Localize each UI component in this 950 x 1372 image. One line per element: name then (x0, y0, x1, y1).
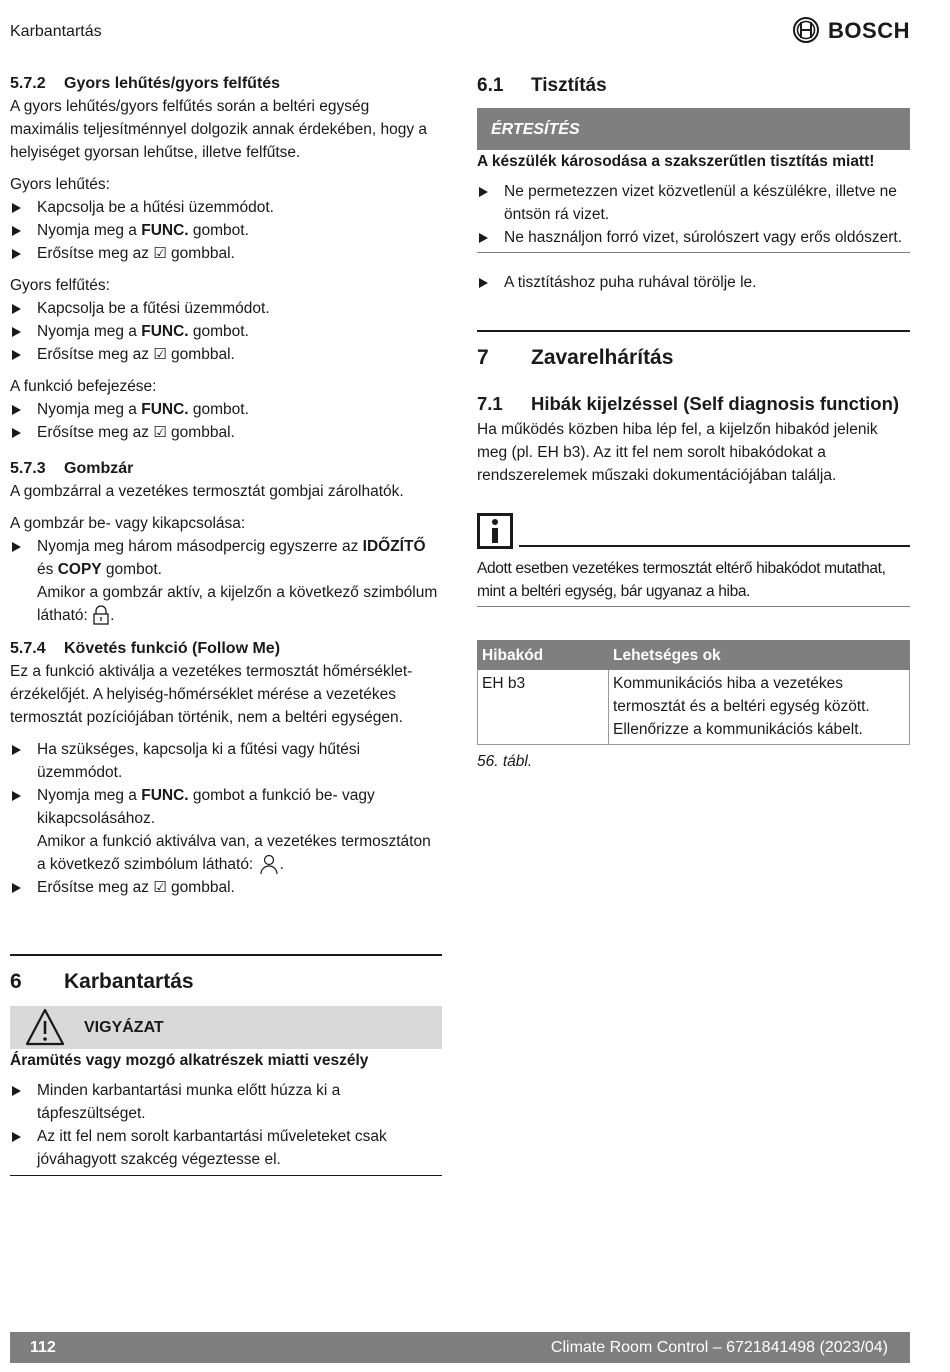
steps-list (10, 535, 442, 627)
warning-title: Áramütés vagy mozgó alkatrészek miatti veszély (10, 1052, 369, 1069)
checkbox-icon: ☑ (153, 878, 167, 896)
step-item: Nyomja meg a FUNC. gombot. (10, 320, 442, 343)
steps-list (477, 271, 910, 294)
divider (10, 1175, 442, 1176)
info-notice (477, 505, 910, 549)
section-heading-71: 7.1 Hibák kijelzéssel (Self diagnosis function) (477, 393, 900, 414)
steps-list (10, 196, 442, 265)
brand-wordmark: BOSCH (828, 17, 910, 43)
paragraph: A gyors lehűtés/gyors felfűtés során a beltéri egység maximális teljesítménnyel dolgozik annak érdekében, hogy a helyiséget gyorsan lehűtse, illetve felfűtse. (10, 98, 428, 161)
warning-label: VIGYÁZAT (84, 1019, 164, 1036)
checkbox-icon: ☑ (153, 423, 167, 441)
paragraph: A gombzár be- vagy kikapcsolása: (10, 515, 246, 532)
error-code-table (477, 640, 910, 745)
step-item: Nyomja meg a FUNC. gombot a funkció be- vagy kikapcsolásához. Amikor a funkció aktiválva van, a vezetékes termosztáton a következő szimbólum látható: . (10, 784, 442, 876)
step-item: Ne használjon forró vizet, súrolószert vagy erős oldószert. (477, 226, 910, 249)
column-header: Lehetséges ok (609, 641, 910, 670)
step-item: Kapcsolja be a hűtési üzemmódot. (10, 196, 442, 219)
table-caption: 56. tábl. (477, 753, 533, 770)
lock-icon (92, 605, 110, 625)
section-heading-574: 5.7.4 Követés funkció (Follow Me) (10, 640, 281, 657)
person-icon (258, 853, 280, 875)
document-reference: Climate Room Control – 6721841498 (2023/04) (550, 1339, 888, 1356)
column-header: Hibakód (478, 641, 609, 670)
section-heading-7: 7 Zavarelhárítás (477, 345, 674, 369)
steps-list (10, 1079, 442, 1171)
sub-label: A funkció befejezése: (10, 378, 157, 395)
table-row (478, 670, 910, 745)
warning-box (10, 1006, 442, 1049)
info-rule (519, 545, 910, 547)
page-footer (10, 1332, 910, 1363)
table-header-row (478, 641, 910, 670)
sub-label: Gyors lehűtés: (10, 176, 110, 193)
step-item: Erősítse meg az ☑ gombbal. (10, 421, 442, 444)
info-text: Adott esetben vezetékes termosztát eltérő hibakódot mutathat, mint a beltéri egység, bár ugyanaz a hiba. (477, 560, 886, 600)
step-item: A tisztításhoz puha ruhával törölje le. (477, 271, 910, 294)
checkbox-icon: ☑ (153, 244, 167, 262)
section-heading-6: 6 Karbantartás (10, 969, 194, 993)
running-header: Karbantartás (10, 23, 102, 40)
paragraph: Ha működés közben hiba lép fel, a kijelzőn hibakód jelenik meg (pl. EH b3). Az itt fel nem sorolt hibakódokat a rendszerelemek műszaki dokumentációjában találja. (477, 421, 878, 484)
step-item: Erősítse meg az ☑ gombbal. (10, 242, 442, 265)
table-cell: EH b3 (478, 670, 609, 745)
bosch-logo (792, 16, 910, 44)
step-item: Erősítse meg az ☑ gombbal. (10, 343, 442, 366)
page-number: 112 (30, 1339, 56, 1356)
right-column (477, 72, 910, 773)
step-item: Nyomja meg a FUNC. gombot. (10, 219, 442, 242)
bosch-armature-icon (792, 16, 820, 44)
steps-list (477, 180, 910, 249)
table-cell: Kommunikációs hiba a vezetékes termosztát és a beltéri egység között. Ellenőrizze a kommunikációs kábelt. (609, 670, 910, 745)
step-item: Kapcsolja be a fűtési üzemmódot. (10, 297, 442, 320)
step-item: Ne permetezzen vizet közvetlenül a készülékre, illetve ne öntsön rá vizet. (477, 180, 910, 226)
left-column (10, 72, 442, 899)
divider (477, 252, 910, 253)
info-icon (477, 513, 513, 549)
section-heading-573: 5.7.3 Gombzár (10, 460, 134, 477)
steps-list (10, 297, 442, 366)
notice-bar: ÉRTESÍTÉS (477, 108, 910, 150)
step-item: Erősítse meg az ☑ gombbal. (10, 876, 442, 899)
step-item: Minden karbantartási munka előtt húzza ki a tápfeszültséget. (10, 1079, 442, 1125)
section-heading-572: 5.7.2 Gyors lehűtés/gyors felfűtés (10, 75, 281, 92)
step-item: Nyomja meg három másodpercig egyszerre az IDŐZÍTŐ és COPY gombot. Amikor a gombzár aktív, a kijelzőn a következő szimbólum látható: . (10, 535, 442, 627)
sub-label: Gyors felfűtés: (10, 277, 110, 294)
checkbox-icon: ☑ (153, 345, 167, 363)
paragraph: A gombzárral a vezetékes termosztát gombjai zárolhatók. (10, 483, 404, 500)
paragraph: Ez a funkció aktiválja a vezetékes termosztát hőmérséklet-érzékelőjét. A helyiség-hőmérséklet mérése a vezetékes termosztát pozíciójában történik, nem a beltéri egységen. (10, 663, 413, 726)
notice-title: A készülék károsodása a szakszerűtlen tisztítás miatt! (477, 153, 875, 170)
section-heading-61: 6.1 Tisztítás (477, 75, 607, 96)
warning-triangle-icon (24, 1007, 66, 1047)
steps-list (10, 738, 442, 899)
step-item: Nyomja meg a FUNC. gombot. (10, 398, 442, 421)
step-item: Ha szükséges, kapcsolja ki a fűtési vagy hűtési üzemmódot. (10, 738, 442, 784)
maintenance-section (10, 954, 442, 1176)
steps-list (10, 398, 442, 444)
divider (477, 606, 910, 607)
step-item: Az itt fel nem sorolt karbantartási műveleteket csak jóváhagyott szakcég végeztesse el. (10, 1125, 442, 1171)
